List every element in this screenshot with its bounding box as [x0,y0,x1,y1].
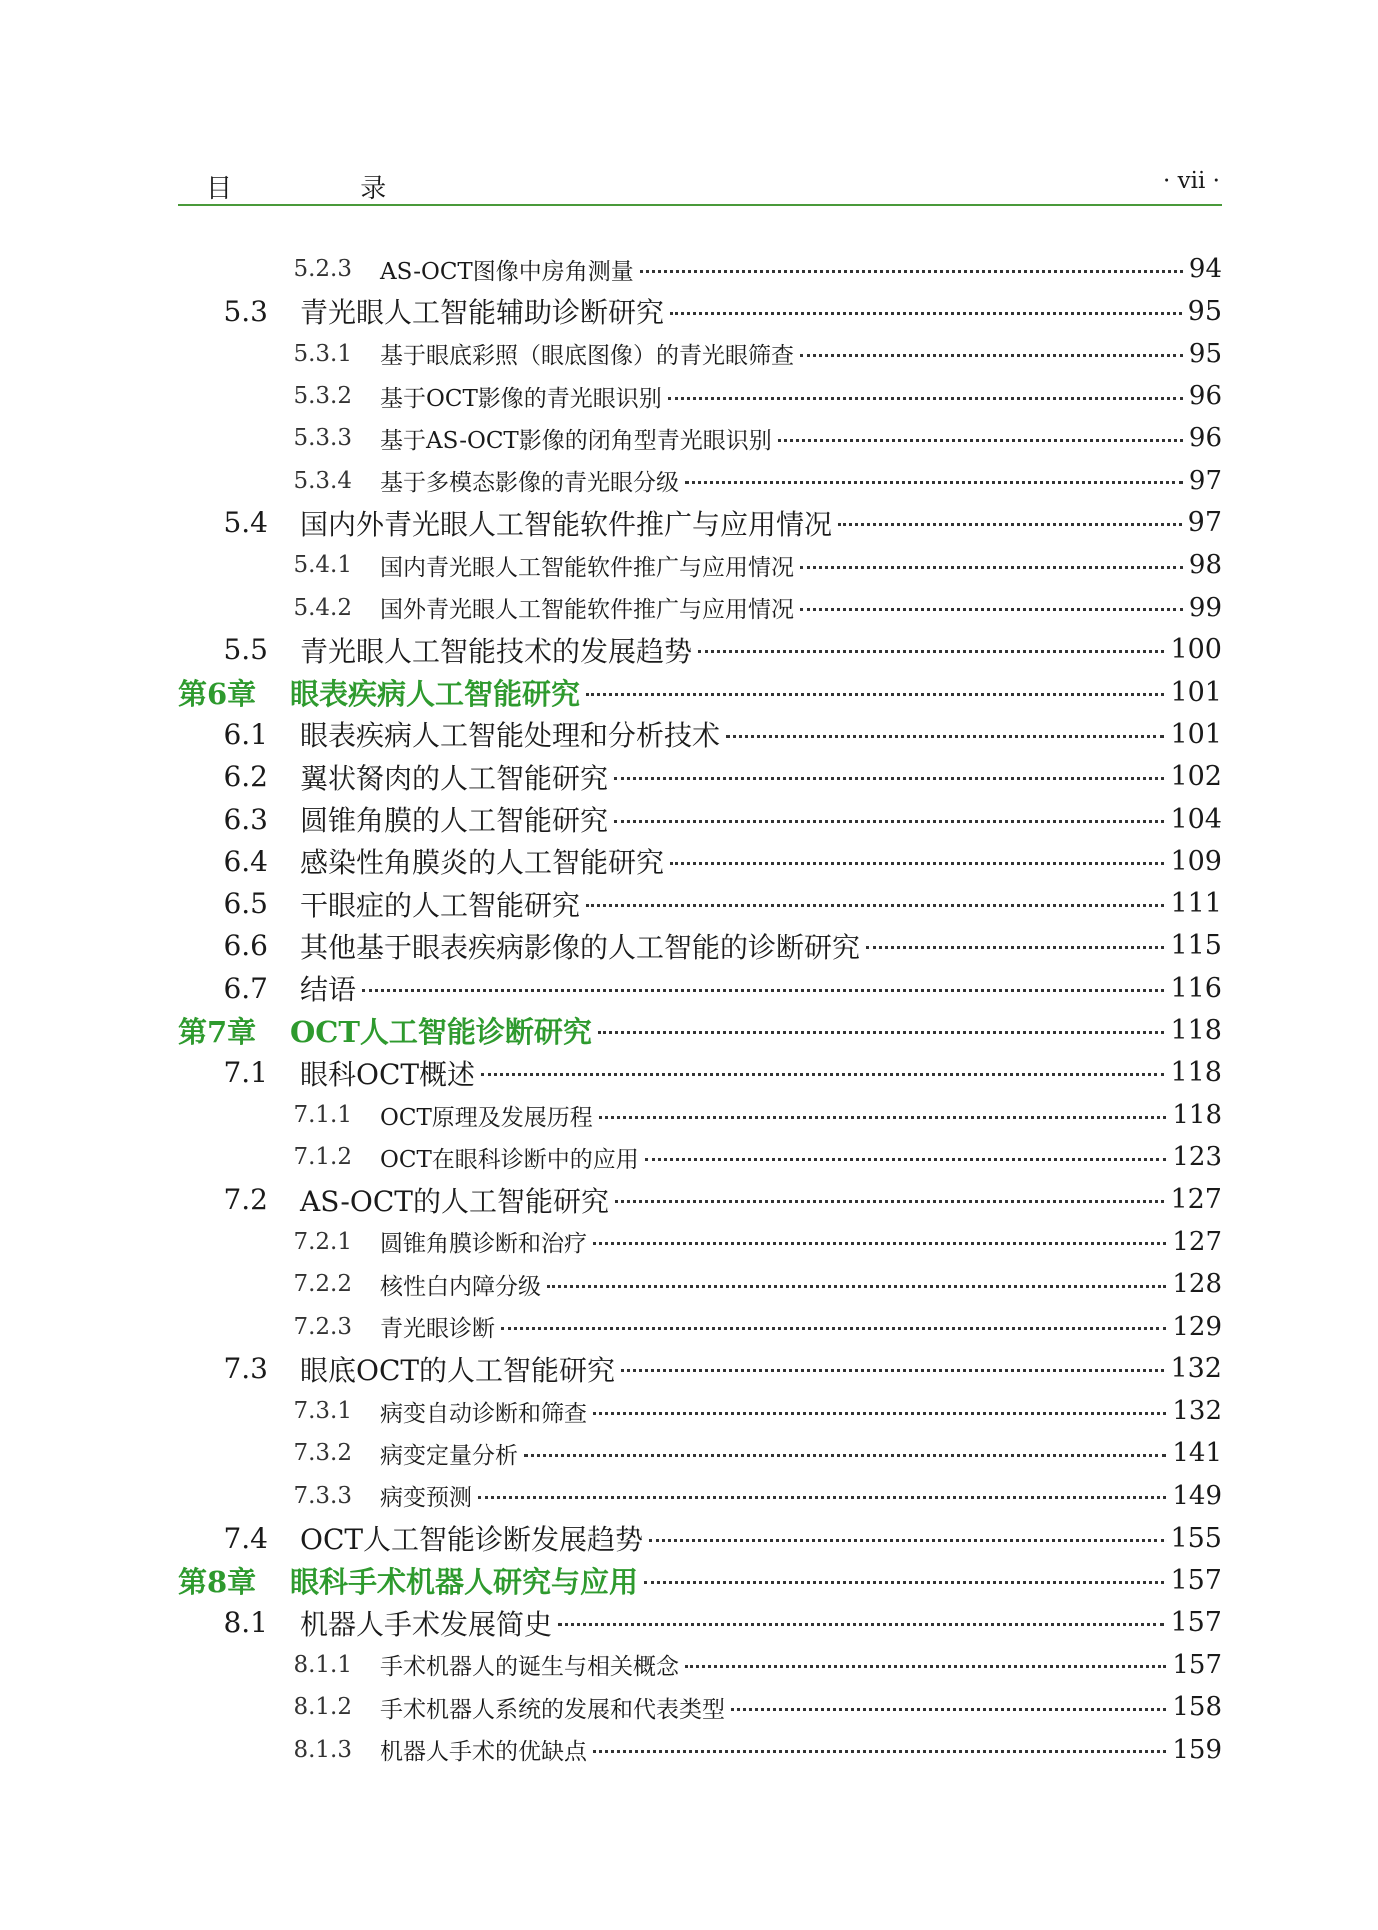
toc-entry-page: 116 [1170,972,1222,1004]
dot-leader [599,1116,1167,1119]
toc-entry-page: 127 [1172,1226,1222,1257]
toc-entry-page: 97 [1188,465,1222,496]
toc-entry-number: 6.4 [223,844,268,878]
toc-entry-section[interactable] [178,1179,1222,1221]
dot-leader [670,312,1182,315]
toc-entry-subsection[interactable] [178,459,1222,501]
toc-entry-number: 6.2 [223,760,268,794]
toc-entry-chapter[interactable] [178,1009,1222,1051]
toc-entry-number: 6.7 [223,971,268,1005]
toc-entry-subsection[interactable] [178,1136,1222,1178]
toc-entry-title: 眼科手术机器人研究与应用 [290,1564,639,1599]
toc-entry-title: 机器人手术发展简史 [300,1607,553,1641]
toc-entry-page: 158 [1172,1692,1222,1723]
toc-entry-subsection[interactable] [178,1305,1222,1347]
toc-entry-number: 第8章 [178,1564,257,1599]
toc-entry-page: 118 [1172,1100,1222,1131]
toc-entry-title: 感染性角膜炎的人工智能研究 [300,846,665,880]
toc-entry-title: 病变预测 [380,1485,472,1512]
toc-entry-subsection[interactable] [178,1686,1222,1728]
toc-entry-title: 手术机器人系统的发展和代表类型 [380,1696,725,1723]
toc-entry-number: 5.4.2 [293,594,352,621]
toc-entry-number: 第6章 [178,676,257,711]
dot-leader [731,1708,1166,1711]
toc-entry-number: 8.1 [223,1606,268,1640]
toc-entry-section[interactable] [178,629,1222,671]
toc-entry-number: 5.3.1 [293,340,352,367]
toc-entry-page: 101 [1170,718,1222,750]
toc-entry-title: 基于多模态影像的青光眼分级 [380,470,679,497]
dot-leader [598,1031,1165,1034]
toc-entry-title: OCT人工智能诊断研究 [290,1014,592,1049]
toc-entry-section[interactable] [178,840,1222,882]
dot-leader [615,1200,1165,1203]
toc-entry-subsection[interactable] [178,1475,1222,1517]
dot-leader [547,1285,1166,1288]
toc-entry-title: AS-OCT图像中房角测量 [380,258,634,285]
toc-entry-number: 6.6 [223,929,268,963]
dot-leader [362,989,1164,992]
toc-entry-number: 7.1.1 [293,1102,352,1129]
toc-entry-page: 102 [1170,761,1222,793]
toc-entry-subsection[interactable] [178,1263,1222,1305]
toc-entry-number: 5.3.3 [293,425,352,452]
toc-entry-page: 98 [1188,550,1222,581]
toc-entry-title: 青光眼人工智能技术的发展趋势 [300,634,693,668]
toc-entry-title: AS-OCT的人工智能研究 [300,1184,609,1218]
toc-entry-number: 8.1.1 [293,1651,352,1678]
toc-entry-section[interactable] [178,798,1222,840]
toc-entry-page: 132 [1172,1396,1222,1427]
header-page-number: · vii · [1163,168,1220,194]
toc-entry-subsection[interactable] [178,1390,1222,1432]
dot-leader [685,1665,1166,1668]
dot-leader [800,354,1183,357]
toc-entry-number: 5.2.3 [293,256,352,283]
toc-entry-subsection[interactable] [178,544,1222,586]
toc-entry-page: 118 [1170,1057,1222,1089]
toc-entry-title: 翼状胬肉的人工智能研究 [300,761,609,795]
toc-entry-page: 123 [1172,1142,1222,1173]
toc-entry-subsection[interactable] [178,375,1222,417]
toc-entry-title: 国外青光眼人工智能软件推广与应用情况 [380,597,794,624]
toc-entry-number: 7.1 [223,1056,268,1090]
toc-entry-title: 基于眼底彩照（眼底图像）的青光眼筛查 [380,343,794,370]
toc-entry-page: 100 [1170,634,1222,666]
dot-leader [593,1242,1166,1245]
toc-entry-subsection[interactable] [178,333,1222,375]
toc-entry-number: 第7章 [178,1014,257,1049]
toc-entry-number: 5.5 [223,633,268,667]
dot-leader [501,1327,1166,1330]
toc-entry-number: 8.1.2 [293,1694,352,1721]
dot-leader [614,820,1164,823]
toc-entry-section[interactable] [178,882,1222,924]
toc-entry-page: 95 [1188,338,1222,369]
toc-entry-number: 5.4.1 [293,552,352,579]
toc-entry-page: 109 [1170,845,1222,877]
dot-leader [685,481,1183,484]
dot-leader [778,439,1183,442]
toc-entry-page: 157 [1170,1564,1222,1596]
toc-entry-page: 149 [1172,1480,1222,1511]
toc-entry-page: 96 [1188,423,1222,454]
toc-entry-subsection[interactable] [178,417,1222,459]
toc-entry-number: 6.5 [223,887,268,921]
toc-entry-chapter[interactable] [178,671,1222,713]
toc-entry-number: 5.3 [223,294,268,328]
toc-entry-number: 7.3.2 [293,1440,352,1467]
toc-entry-page: 97 [1187,507,1222,539]
dot-leader [524,1454,1166,1457]
toc-entry-page: 127 [1170,1184,1222,1216]
toc-entry-title: 手术机器人的诞生与相关概念 [380,1654,679,1681]
toc-entry-subsection[interactable] [178,586,1222,628]
toc-entry-title: 核性白内障分级 [380,1273,541,1300]
toc-entry-section[interactable] [178,1348,1222,1390]
toc-entry-number: 5.3.2 [293,383,352,410]
toc-entry-number: 7.3.1 [293,1398,352,1425]
toc-entry-page: 115 [1170,930,1222,962]
dot-leader [558,1623,1164,1626]
toc-entry-subsection[interactable] [178,248,1222,290]
toc-entry-page: 141 [1172,1438,1222,1469]
toc-entry-page: 157 [1172,1649,1222,1680]
toc-entry-page: 132 [1170,1353,1222,1385]
dot-leader [593,1412,1166,1415]
toc-entry-title: 圆锥角膜的人工智能研究 [300,804,609,837]
toc-entry-title: 国内青光眼人工智能软件推广与应用情况 [380,554,794,581]
toc-entry-section[interactable] [178,502,1222,544]
toc-entry-title: 青光眼诊断 [380,1316,495,1343]
dot-leader [614,777,1164,780]
toc-entry-number: 7.3.3 [293,1482,352,1509]
toc-entry-page: 96 [1188,381,1222,412]
toc-entry-section[interactable] [178,967,1222,1009]
toc-entry-title: 青光眼人工智能辅助诊断研究 [300,296,665,330]
dot-leader [698,650,1164,653]
toc-entry-subsection[interactable] [178,1644,1222,1686]
toc-entry-page: 101 [1170,676,1222,708]
dot-leader [670,862,1164,865]
toc-entry-chapter[interactable] [178,1559,1222,1601]
toc-entry-section[interactable] [178,1602,1222,1644]
toc-entry-number: 7.2.1 [293,1228,352,1255]
toc-entry-title: OCT人工智能诊断发展趋势 [300,1523,644,1557]
toc-entry-title: 病变定量分析 [380,1442,518,1469]
toc-entry-number: 6.3 [223,802,268,836]
dot-leader [645,1158,1167,1161]
toc-entry-number: 6.1 [223,717,268,751]
toc-entry-page: 99 [1188,592,1222,623]
dot-leader [668,397,1183,400]
toc-entry-section[interactable] [178,756,1222,798]
toc-entry-subsection[interactable] [178,1221,1222,1263]
toc-entry-title: 眼科OCT概述 [300,1057,476,1091]
toc-entry-page: 118 [1170,1014,1222,1046]
toc-entry-title: 眼表疾病人工智能研究 [290,676,581,711]
toc-entry-page: 128 [1172,1269,1222,1300]
toc-entry-page: 129 [1172,1311,1222,1342]
dot-leader [481,1073,1164,1076]
toc-entry-page: 94 [1188,254,1222,285]
toc-entry-section[interactable] [178,713,1222,755]
table-of-contents [178,248,1222,1771]
toc-entry-number: 7.2.3 [293,1313,352,1340]
dot-leader [621,1369,1164,1372]
toc-entry-title: 机器人手术的优缺点 [380,1739,587,1766]
toc-entry-title: 干眼症的人工智能研究 [300,888,581,922]
toc-entry-title: OCT原理及发展历程 [380,1104,593,1131]
dot-leader [866,946,1164,949]
toc-entry-title: 眼表疾病人工智能处理和分析技术 [300,719,721,753]
toc-entry-number: 7.1.2 [293,1144,352,1171]
page-header [178,162,1222,206]
toc-entry-section[interactable] [178,925,1222,967]
dot-leader [649,1539,1164,1542]
toc-entry-page: 157 [1170,1607,1222,1639]
toc-entry-subsection[interactable] [178,1432,1222,1474]
toc-entry-page: 111 [1170,888,1222,920]
dot-leader [593,1750,1166,1753]
toc-entry-title: 国内外青光眼人工智能软件推广与应用情况 [300,507,833,541]
toc-entry-page: 159 [1172,1734,1222,1765]
toc-entry-title: 病变自动诊断和筛查 [380,1400,587,1427]
dot-leader [640,270,1183,273]
toc-entry-title: 眼底OCT的人工智能研究 [300,1353,616,1387]
dot-leader [586,693,1164,696]
toc-entry-number: 7.3 [223,1352,268,1386]
toc-entry-number: 8.1.3 [293,1736,352,1763]
toc-entry-title: 其他基于眼表疾病影像的人工智能的诊断研究 [300,930,861,964]
toc-entry-page: 95 [1187,295,1222,327]
toc-entry-title: OCT在眼科诊断中的应用 [380,1146,639,1173]
toc-entry-section[interactable] [178,1517,1222,1559]
toc-entry-title: 圆锥角膜诊断和治疗 [380,1231,587,1258]
dot-leader [644,1581,1164,1584]
toc-entry-title: 基于OCT影像的青光眼识别 [380,385,662,412]
toc-entry-page: 104 [1170,803,1222,835]
toc-entry-number: 7.2.2 [293,1271,352,1298]
toc-entry-subsection[interactable] [178,1728,1222,1770]
dot-leader [800,608,1183,611]
toc-entry-number: 7.2 [223,1183,268,1217]
dot-leader [726,735,1164,738]
toc-entry-title: 基于AS-OCT影像的闭角型青光眼识别 [380,427,772,454]
dot-leader [586,904,1164,907]
toc-entry-number: 5.3.4 [293,467,352,494]
toc-entry-number: 5.4 [223,506,268,540]
toc-entry-section[interactable] [178,290,1222,332]
dot-leader [478,1496,1166,1499]
header-title: 目 录 [206,174,447,204]
toc-entry-page: 155 [1170,1522,1222,1554]
dot-leader [800,566,1183,569]
toc-entry-section[interactable] [178,1052,1222,1094]
toc-entry-number: 7.4 [223,1521,268,1555]
toc-entry-subsection[interactable] [178,1094,1222,1136]
dot-leader [838,523,1182,526]
toc-entry-title: 结语 [300,973,357,1007]
